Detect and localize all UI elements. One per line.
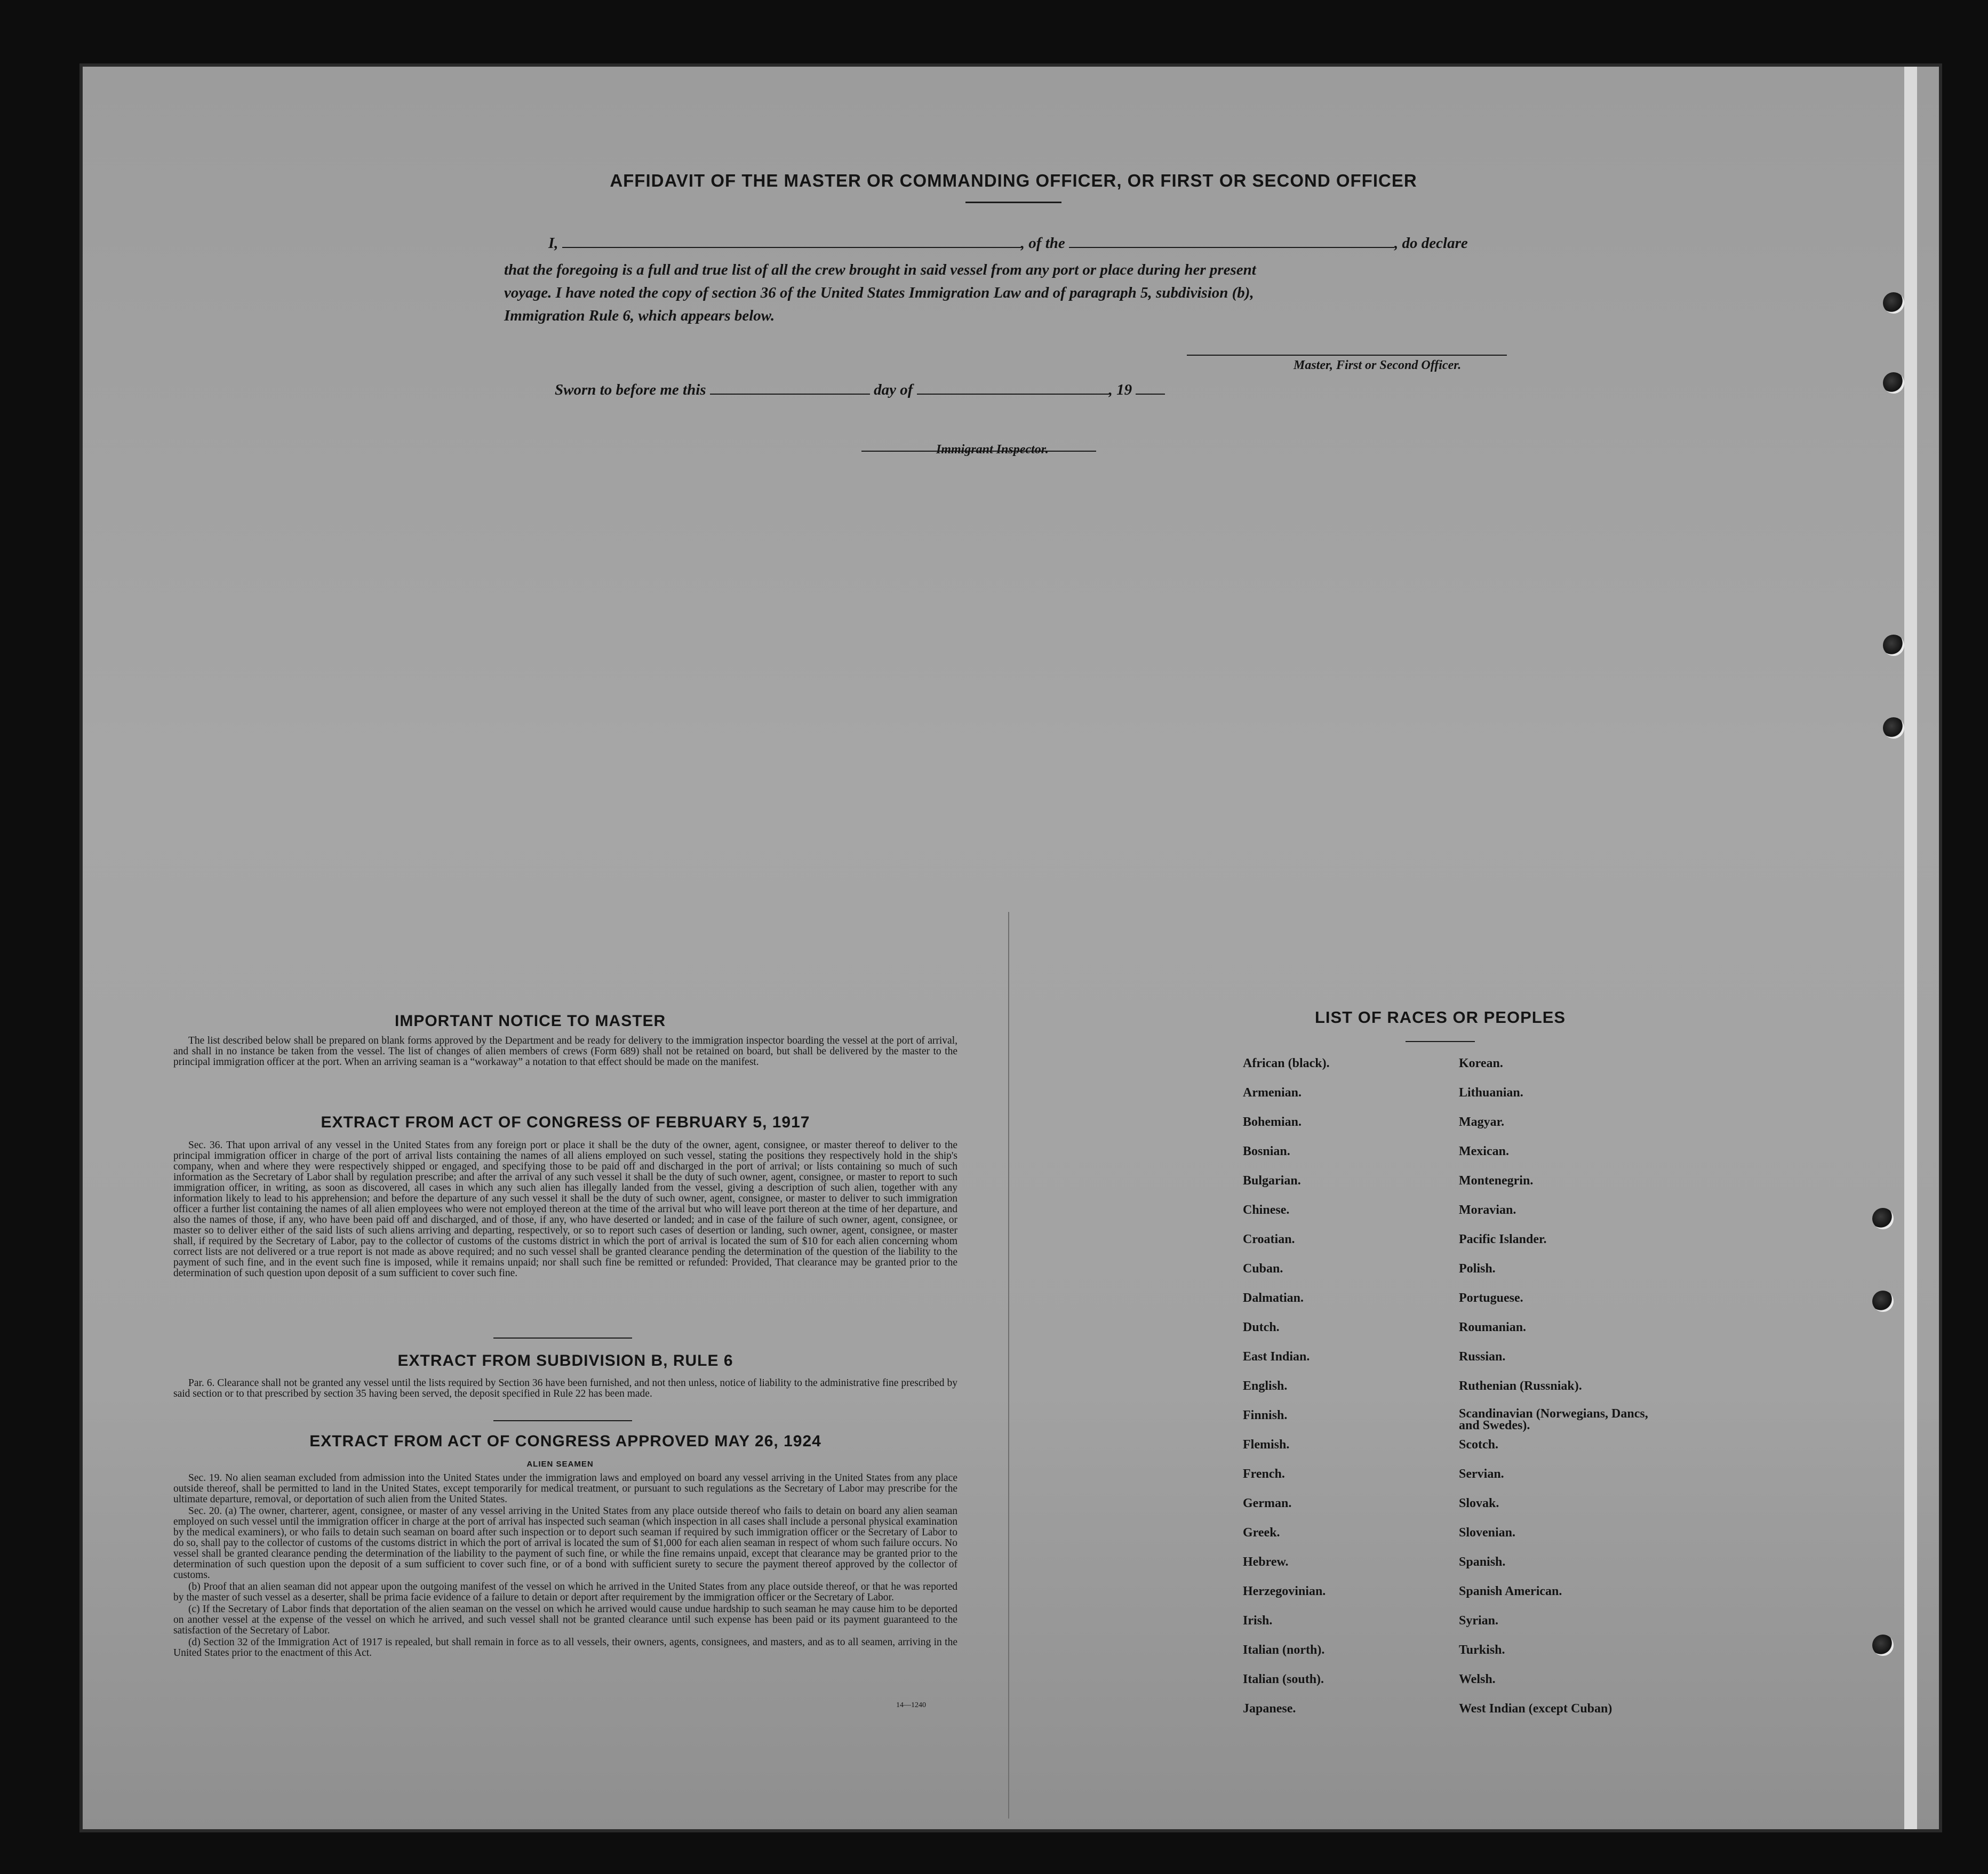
sworn-month-field[interactable] xyxy=(917,382,1109,395)
race-item: Lithuanian. xyxy=(1459,1086,1523,1100)
race-item: East Indian. xyxy=(1243,1350,1310,1364)
binder-hole xyxy=(1872,1208,1894,1229)
race-item: Dutch. xyxy=(1243,1320,1280,1334)
binder-hole xyxy=(1872,1635,1894,1656)
race-item: Chinese. xyxy=(1243,1203,1290,1217)
sec-20c-text: (c) If the Secretary of Labor finds that deportation of the alien seaman on the vessel on which he arrived would cause undue hardship to such seaman he may cause him to be deported on another vessel at the expense of the vessel on which he arrived, and such vessel shall not be granted clearance until such expense has been paid or its payment guaranteed to the satisfaction of the Secretary of Labor. xyxy=(173,1604,957,1636)
declare-prefix: I, xyxy=(548,235,558,252)
affidavit-title: AFFIDAVIT OF THE MASTER OR COMMANDING OFFICER, OR FIRST OR SECOND OFFICER xyxy=(610,171,1417,190)
alien-seamen-heading: ALIEN SEAMEN xyxy=(526,1460,594,1469)
rule-6-body xyxy=(173,1378,957,1400)
extract-1917-body xyxy=(173,1140,957,1280)
race-item: Japanese. xyxy=(1243,1702,1296,1716)
extract-1924-title: EXTRACT FROM ACT OF CONGRESS APPROVED MAY 26, 1924 xyxy=(309,1432,821,1450)
race-item: Irish. xyxy=(1243,1614,1273,1628)
race-item: Spanish American. xyxy=(1459,1584,1562,1598)
race-item: German. xyxy=(1243,1496,1292,1510)
affidavit-line-4: Immigration Rule 6, which appears below. xyxy=(504,307,775,324)
race-item: English. xyxy=(1243,1379,1288,1393)
race-item: Montenegrin. xyxy=(1459,1174,1534,1188)
race-item: Flemish. xyxy=(1243,1438,1290,1452)
master-caption: Master, First or Second Officer. xyxy=(1294,358,1462,372)
race-item: Turkish. xyxy=(1459,1643,1505,1657)
race-item: Welsh. xyxy=(1459,1672,1496,1686)
race-item: Korean. xyxy=(1459,1056,1503,1070)
race-item: Italian (south). xyxy=(1243,1672,1324,1686)
section-rule xyxy=(493,1420,632,1421)
sec-20d-text: (d) Section 32 of the Immigration Act of 1917 is repealed, but shall remain in force as to all vessels, their owners, agents, consignees, and masters, and as to all seamen, arriving in the United States prior to the enactment of this Act. xyxy=(173,1637,957,1659)
race-item: Finnish. xyxy=(1243,1408,1288,1422)
race-item: Slovak. xyxy=(1459,1496,1499,1510)
race-item: Bohemian. xyxy=(1243,1115,1302,1129)
race-item: Mexican. xyxy=(1459,1144,1509,1158)
name-field[interactable] xyxy=(562,235,1021,248)
race-item: Moravian. xyxy=(1459,1203,1516,1217)
race-item: Greek. xyxy=(1243,1526,1280,1540)
extract-1917-title: EXTRACT FROM ACT OF CONGRESS OF FEBRUARY 5, 1917 xyxy=(321,1114,810,1131)
binder-hole xyxy=(1883,372,1904,394)
declare-middle: , of the xyxy=(1020,235,1065,252)
binder-hole xyxy=(1883,635,1904,656)
rule-6-title: EXTRACT FROM SUBDIVISION B, RULE 6 xyxy=(397,1352,733,1370)
race-item: Italian (north). xyxy=(1243,1643,1325,1657)
race-item: Herzegovinian. xyxy=(1243,1584,1326,1598)
race-item: Polish. xyxy=(1459,1262,1496,1276)
declaration-line xyxy=(548,235,1468,252)
race-item: Portuguese. xyxy=(1459,1291,1523,1305)
sworn-prefix: Sworn to before me this xyxy=(555,381,706,398)
race-item: Russian. xyxy=(1459,1350,1506,1364)
race-item: Pacific Islander. xyxy=(1459,1232,1547,1246)
sec-36-text: Sec. 36. That upon arrival of any vessel in the United States from any foreign port or place it shall be the duty of the owner, agent, consignee, or master thereof to deliver to the principal immigration officer in charge of the port of arrival lists containing the names of all aliens employed on such vessel, stating the positions they respectively hold in the ship's company, when and where they were respectively shipped or engaged, and specifying those to be paid off and discharged in the port of arrival; or lists containing so much of such information as the Secretary of Labor shall by regulation prescribe; and after the arrival of any such vessel it shall be the duty of such owner, agent, consignee, or master to report to such immigration officer, in writing, as soon as discovered, all cases in which any such alien has illegally landed from the vessel, giving a description of such alien, together with any information likely to lead to his apprehension; and before the departure of any such vessel it shall be the duty of such owner, agent, consignee, or master to deliver to such immigration officer a further list containing the names of all alien employees who were not employed thereon at the time of the arrival but who will leave port thereon at the time of her departure, and also the names of those, if any, who have been paid off and discharged, and of those, if any, who have deserted or landed; and in case of the failure of such owner, agent, consignee, or master so to deliver either of the said lists of such aliens arriving and departing, respectively, or so to report such cases of desertion or landing, such owner, agent, consignee, or master shall, if required by the Secretary of Labor, pay to the collector of customs of the customs district in which the port of arrival is located the sum of $10 for each alien concerning whom correct lists are not delivered or a true report is not made as above required; and no such vessel shall be granted clearance pending the determination of the question of the liability to the payment of such fine, and in the event such fine is imposed, while it remains unpaid; nor shall such fine be remitted or refunded: Provided, That clearance may be granted prior to the determination of such question upon deposit of a sum sufficient to cover such fine. xyxy=(173,1140,957,1279)
race-item: Armenian. xyxy=(1243,1086,1302,1100)
master-signature-line[interactable] xyxy=(1187,355,1507,356)
title-rule xyxy=(965,202,1061,203)
affidavit-line-3: voyage. I have noted the copy of section 36 of the United States Immigration Law and of paragraph 5, subdivision (b), xyxy=(504,284,1254,301)
sworn-year-field[interactable] xyxy=(1136,382,1165,395)
form-number: 14—1240 xyxy=(896,1701,926,1709)
sworn-suffix: , 19 xyxy=(1108,381,1132,398)
race-item: Scotch. xyxy=(1459,1438,1498,1452)
race-item: Croatian. xyxy=(1243,1232,1295,1246)
race-item: Ruthenian (Russniak). xyxy=(1459,1379,1582,1393)
race-item: Cuban. xyxy=(1243,1262,1283,1276)
affidavit-line-2: that the foregoing is a full and true list of all the crew brought in said vessel from any port or place during her present xyxy=(504,261,1256,278)
race-item: Syrian. xyxy=(1459,1614,1499,1628)
races-right-column xyxy=(1459,1056,1651,1731)
race-item: French. xyxy=(1243,1467,1285,1481)
sworn-middle: day of xyxy=(874,381,913,398)
races-left-column xyxy=(1243,1056,1330,1731)
race-item: Magyar. xyxy=(1459,1115,1505,1129)
race-item: Spanish. xyxy=(1459,1555,1506,1569)
declare-suffix: , do declare xyxy=(1394,235,1468,252)
inspector-caption: Immigrant Inspector. xyxy=(936,443,1049,457)
extract-1924-body xyxy=(173,1473,957,1660)
center-fold xyxy=(1008,912,1009,1819)
sec-19-text: Sec. 19. No alien seaman excluded from admission into the United States under the immigration laws and employed on board any vessel arriving in the United States from any place outside thereof, shall be permitted to land in the United States, except temporarily for medical treatment, or pursuant to such regulations as the Secretary of Labor may prescribe for the ultimate departure, removal, or deportation of such alien from the United States. xyxy=(173,1472,957,1505)
par-6-text: Par. 6. Clearance shall not be granted any vessel until the lists required by Section 36 have been furnished, and not then unless, notice of liability to the administrative fine prescribed by said section or to that prescribed by section 35 having been served, the deposit specified in Rule 22 has been made. xyxy=(173,1378,957,1399)
binder-hole xyxy=(1883,292,1904,314)
race-item: Hebrew. xyxy=(1243,1555,1289,1569)
races-rule xyxy=(1406,1041,1475,1042)
sworn-day-field[interactable] xyxy=(710,382,870,395)
sec-20a-text: Sec. 20. (a) The owner, charterer, agent, consignee, or master of any vessel arriving in the United States from any place outside thereof who fails to detain on board any alien seaman employed on such vessel until the immigration officer in charge at the port of arrival has inspected such seaman (which inspection in all cases shall include a personal physical examination by the medical examiners), or who fails to detain such seaman on board after such inspection or to deport such seaman if required by such immigration officer or the Secretary of Labor to do so, shall pay to the collector of customs of the customs district in which the port of arrival is located the sum of $1,000 for each alien seaman in respect of whom such failure occurs. No vessel shall be granted clearance pending the determination of the liability to the payment of such fine, or while the fine remains unpaid, except that clearance may be granted prior to the determination of such question upon the deposit of a sum sufficient to cover such fine, or of a bond with sufficient surety to secure the payment thereof approved by the collector of customs. xyxy=(173,1505,957,1581)
sworn-line xyxy=(555,381,1165,399)
page-edge xyxy=(1904,67,1917,1829)
race-item: West Indian (except Cuban) xyxy=(1459,1702,1612,1716)
race-item: Bosnian. xyxy=(1243,1144,1290,1158)
race-item: African (black). xyxy=(1243,1056,1330,1070)
race-item: Roumanian. xyxy=(1459,1320,1527,1334)
section-rule xyxy=(493,1338,632,1339)
notice-body xyxy=(173,1036,957,1069)
sec-20b-text: (b) Proof that an alien seaman did not appear upon the outgoing manifest of the vessel on which he arrived in the United States from any place outside thereof, or that he was reported by the master of such vessel as a deserter, shall be prima facie evidence of a failure to detain or deport after requirement by the immigration officer or the Secretary of Labor. xyxy=(173,1581,957,1603)
race-item: Dalmatian. xyxy=(1243,1291,1304,1305)
notice-title: IMPORTANT NOTICE TO MASTER xyxy=(395,1012,666,1030)
binder-hole xyxy=(1872,1291,1894,1312)
binder-hole xyxy=(1883,717,1904,739)
race-item: Servian. xyxy=(1459,1467,1504,1481)
race-item: Bulgarian. xyxy=(1243,1174,1301,1188)
notice-text: The list described below shall be prepared on blank forms approved by the Department and be ready for delivery to the immigration inspector boarding the vessel at the port of arrival, and shall in no instance be taken from the vessel. The list of changes of alien members of crews (Form 689) shall not be retained on board, but shall be delivered by the master to the principal immigration officer at the port. When an arriving seaman is a “workaway” a notation to that effect should be made on the manifest. xyxy=(173,1035,957,1068)
race-item: Slovenian. xyxy=(1459,1526,1516,1540)
race-item: Scandinavian (Norwegians, Dancs, and Swedes). xyxy=(1459,1407,1648,1432)
races-title: LIST OF RACES OR PEOPLES xyxy=(1314,1008,1566,1027)
vessel-field[interactable] xyxy=(1069,235,1394,248)
